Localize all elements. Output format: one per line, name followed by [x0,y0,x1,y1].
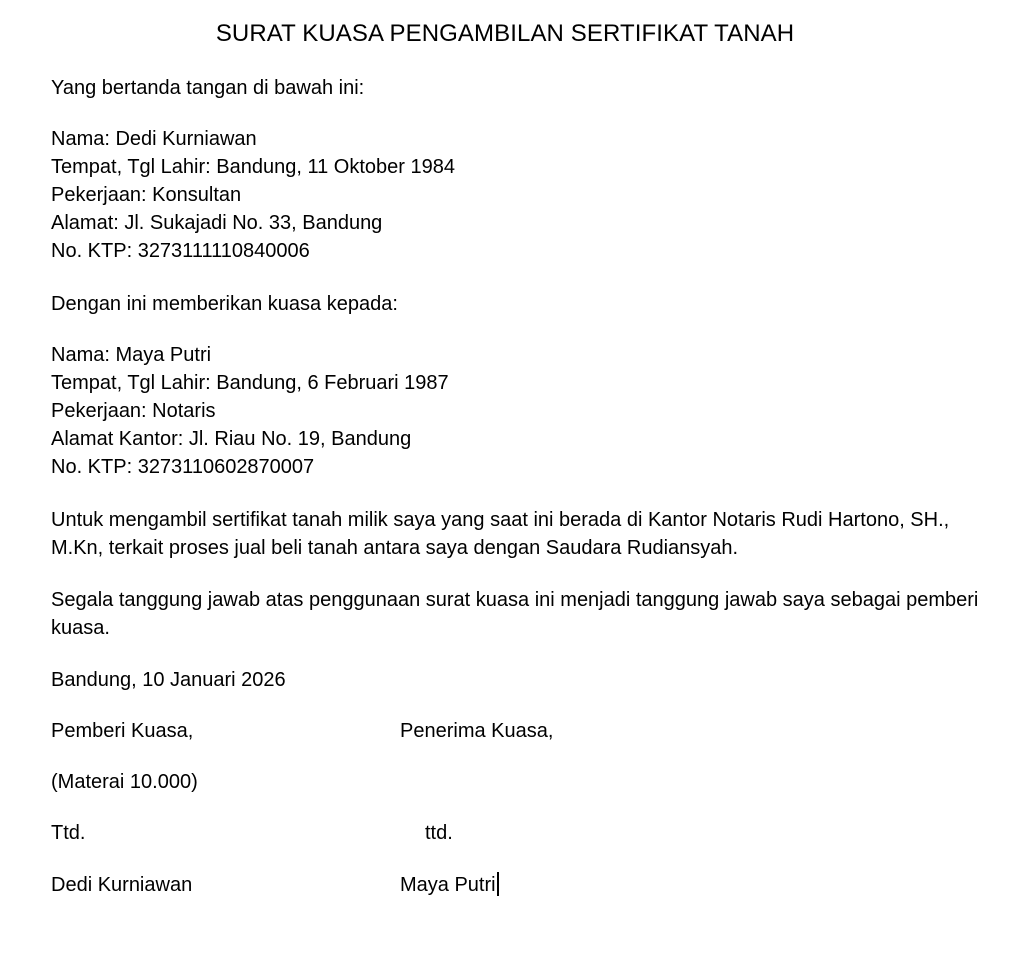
document-title: SURAT KUASA PENGAMBILAN SERTIFIKAT TANAH [215,20,795,47]
grantee-signature: ttd. [425,822,453,844]
responsibility-paragraph: Segala tanggung jawab atas penggunaan surat kuasa ini menjadi tanggung jawab saya sebagai pemberi kuasa. [51,589,979,639]
grantee-job: Pekerjaan: Notaris [51,400,216,422]
grantee-label: Penerima Kuasa, [400,720,554,742]
grantor-ktp: No. KTP: 3273111110840006 [51,240,310,262]
grantor-job: Pekerjaan: Konsultan [51,184,242,206]
grantee-name: Nama: Maya Putri [51,344,212,366]
grant-statement: Dengan ini memberikan kuasa kepada: [51,293,398,315]
grantor-name: Nama: Dedi Kurniawan [51,128,257,150]
grantee-birth: Tempat, Tgl Lahir: Bandung, 6 Februari 1987 [51,372,449,394]
grantee-printed-name: Maya Putri [400,874,496,896]
grantee-printed-name-line[interactable] [400,871,499,899]
intro-text: Yang bertanda tangan di bawah ini: [51,77,365,99]
text-cursor [497,872,499,896]
grantee-ktp: No. KTP: 3273110602870007 [51,456,315,478]
grantor-birth: Tempat, Tgl Lahir: Bandung, 11 Oktober 1984 [51,156,455,178]
place-date: Bandung, 10 Januari 2026 [51,669,286,691]
stamp-text: (Materai 10.000) [51,771,198,793]
grantee-address: Alamat Kantor: Jl. Riau No. 19, Bandung [51,428,412,450]
grantor-signature: Ttd. [51,822,86,844]
grantor-printed-name: Dedi Kurniawan [51,874,193,896]
grantor-address: Alamat: Jl. Sukajadi No. 33, Bandung [51,212,383,234]
grantor-label: Pemberi Kuasa, [51,720,194,742]
purpose-paragraph: Untuk mengambil sertifikat tanah milik saya yang saat ini berada di Kantor Notaris Rudi Hartono, SH., M.Kn, terkait proses jual beli tanah antara saya dengan Saudara Rudiansyah. [51,509,950,559]
